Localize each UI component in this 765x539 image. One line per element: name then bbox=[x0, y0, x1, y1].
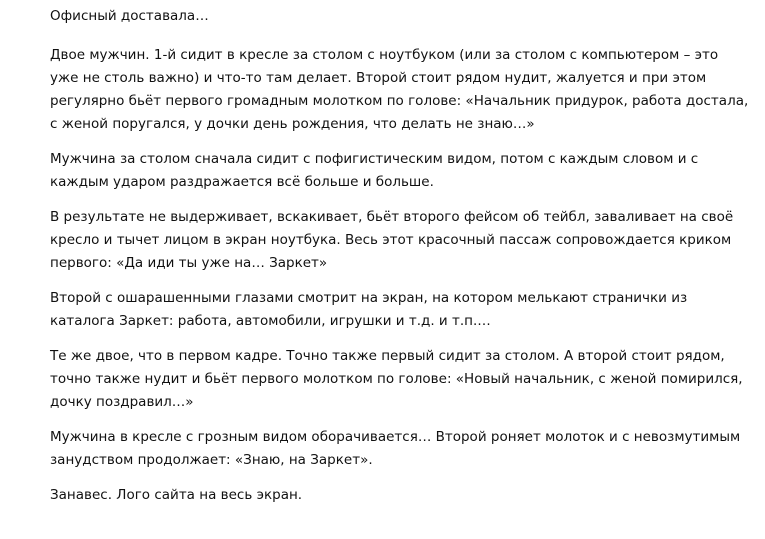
paragraph-7: Занавес. Лого сайта на весь экран. bbox=[50, 487, 303, 503]
paragraph-3: В результате не выдерживает, вскакивает, бьёт второго фейсом об тейбл, заваливает на своё кресло и тычет лицом в экран ноутбука. Весь этот красочный пассаж сопровождается криком первого: «Да иди ты уже на… Заркет» bbox=[50, 209, 734, 271]
paragraph-4: Второй с ошарашенными глазами смотрит на экран, на котором мелькают странички из каталога Заркет: работа, автомобили, игрушки и т.д. и т.п.… bbox=[50, 290, 688, 329]
paragraph-2: Мужчина за столом сначала сидит с пофигистическим видом, потом с каждым словом и с каждым ударом раздражается всё больше и больше. bbox=[50, 151, 699, 190]
document-title: Офисный доставала… bbox=[50, 8, 209, 24]
paragraph-1: Двое мужчин. 1-й сидит в кресле за столом с ноутбуком (или за столом с компьютером – это уже не столь важно) и что-то там делает. Второй стоит рядом нудит, жалуется и при этом регулярно бьёт первого громадным молотком по голове: «Начальник придурок, работа достала, с женой поругался, у дочки день рождения, что делать не знаю…» bbox=[50, 47, 749, 132]
paragraph-5: Те же двое, что в первом кадре. Точно также первый сидит за столом. А второй стоит рядом, точно также нудит и бьёт первого молотком по голове: «Новый начальник, с женой помирился, дочку поздравил…» bbox=[50, 348, 743, 410]
document bbox=[50, 0, 750, 507]
paragraph-6: Мужчина в кресле с грозным видом оборачивается… Второй роняет молоток и с невозмутимым занудством продолжает: «Знаю, на Заркет». bbox=[50, 429, 741, 468]
